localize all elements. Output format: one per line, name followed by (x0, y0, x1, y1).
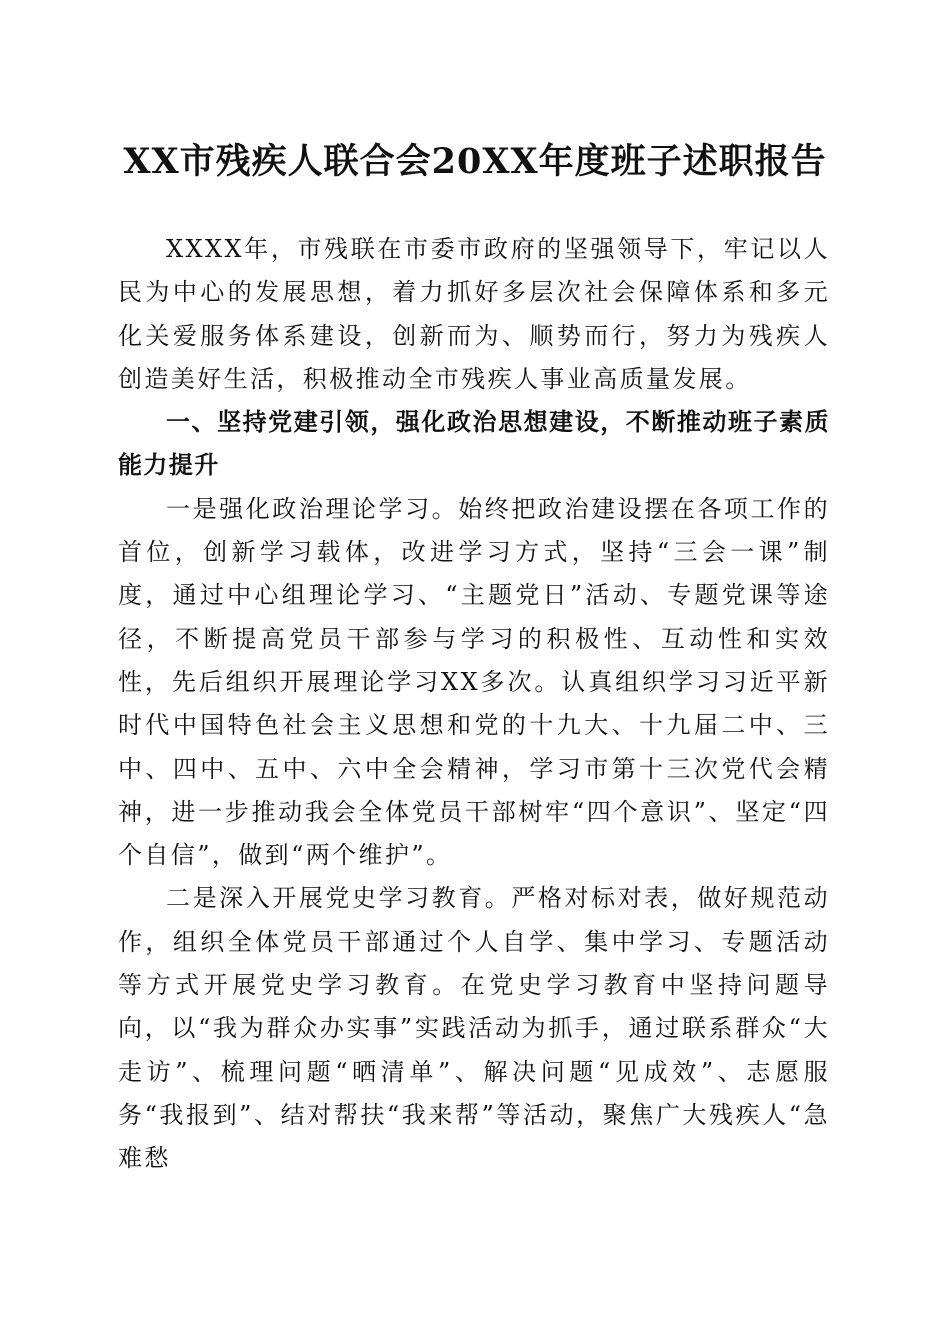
item-lead-1: 一是强化政治理论学习。 (166, 494, 459, 523)
document-body (118, 228, 830, 1181)
item-lead-2: 二是深入开展党史学习教育。 (166, 884, 512, 913)
item-body-2: 严格对标对表，做好规范动作，组织全体党员干部通过个人自学、集中学习、专题活动等方式开展党史学习教育。在党史学习教育中坚持问题导向，以“我为群众办实事”实践活动为抓手，通过联系群众“大走访”、梳理问题“晒清单”、解决问题“见成效”、志愿服务“我报到”、结对帮扶“我来帮”等活动，聚焦广大残疾人“急难愁 (118, 884, 830, 1173)
item-paragraph-2 (118, 877, 830, 1180)
intro-paragraph: XXXX年，市残联在市委市政府的坚强领导下，牢记以人民为中心的发展思想，着力抓好多层次社会保障体系和多元化关爱服务体系建设，创新而为、顺势而行，努力为残疾人创造美好生活，积极推动全市残疾人事业高质量发展。 (118, 235, 830, 393)
item-body-1: 始终把政治建设摆在各项工作的首位，创新学习载体，改进学习方式，坚持“三会一课”制度，通过中心组理论学习、“主题党日”活动、专题党课等途径，不断提高党员干部参与学习的积极性、互动性和实效性，先后组织开展理论学习XX多次。认真组织学习习近平新时代中国特色社会主义思想和党的十九大、十九届二中、三中、四中、五中、六中全会精神，学习市第十三次党代会精神，进一步推动我会全体党员干部树牢“四个意识”、坚定“四个自信”，做到“两个维护”。 (118, 494, 830, 870)
section-heading: 一、坚持党建引领，强化政治思想建设，不断推动班子素质能力提升 (118, 408, 830, 480)
item-paragraph-1 (118, 488, 830, 878)
document-title: XX市残疾人联合会20XX年度班子述职报告 (123, 141, 827, 182)
